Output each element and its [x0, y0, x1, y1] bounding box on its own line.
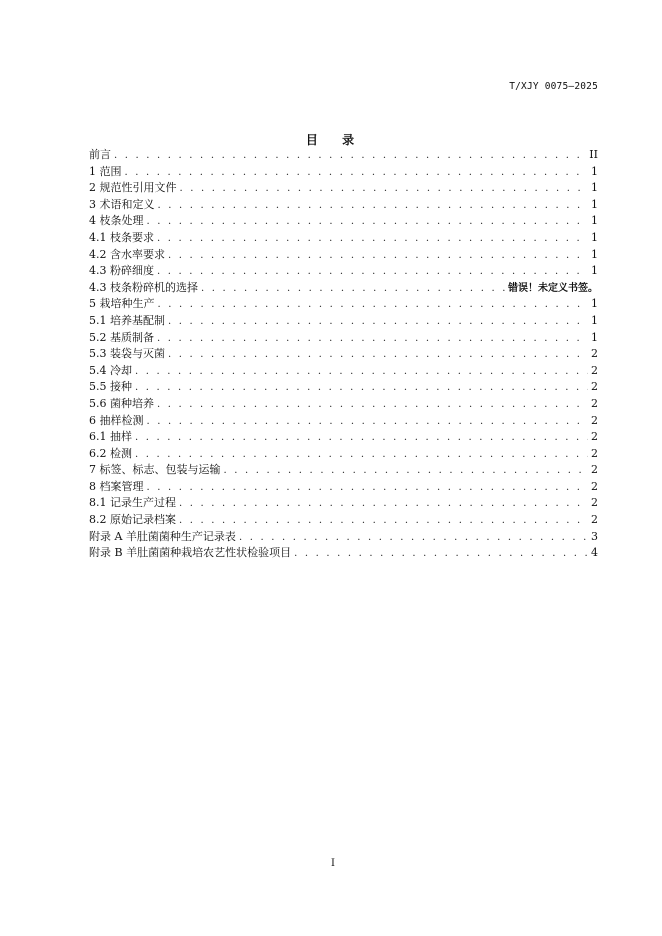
- toc-entry-page: 1: [591, 230, 598, 244]
- toc-dot-leader: [135, 366, 588, 377]
- toc-dot-leader: [135, 432, 588, 443]
- toc-entry-page: 2: [591, 463, 598, 477]
- toc-dot-leader: [179, 515, 588, 526]
- toc-dot-leader: [114, 150, 586, 161]
- toc-entry[interactable]: [89, 329, 598, 346]
- toc-entry-page: 2: [591, 513, 598, 527]
- toc-dot-leader: [239, 532, 588, 543]
- toc-dot-leader: [294, 548, 588, 559]
- toc-dot-leader: [147, 216, 589, 227]
- toc-dot-leader: [168, 349, 588, 360]
- toc-entry-label: 2 规范性引用文件: [89, 181, 177, 195]
- toc-entry-label: 1 范围: [89, 164, 122, 178]
- toc-entry-label: 附录 B 羊肚菌菌种栽培农艺性状检验项目: [89, 546, 292, 560]
- toc-dot-leader: [157, 266, 588, 277]
- toc-entry[interactable]: [89, 528, 598, 545]
- toc-entry[interactable]: [89, 428, 598, 445]
- toc-entry-page: 2: [591, 446, 598, 460]
- toc-entry-label: 8 档案管理: [89, 479, 144, 493]
- toc-entry[interactable]: [89, 163, 598, 180]
- toc-entry-page: 2: [591, 380, 598, 394]
- toc-entry-page: 2: [591, 413, 598, 427]
- toc-entry-label: 5 栽培种生产: [89, 297, 155, 311]
- toc-entry-label: 5.1 培养基配制: [89, 313, 165, 327]
- toc-dot-leader: [157, 233, 588, 244]
- toc-entry-label: 6 抽样检测: [89, 413, 144, 427]
- toc-title: 目 录: [305, 133, 365, 147]
- toc-entry-label: 4.3 粉碎细度: [89, 264, 154, 278]
- document-code: T/XJY 0075—2025: [509, 81, 598, 92]
- toc-entry-page: 3: [591, 529, 598, 543]
- toc-entry[interactable]: [89, 378, 598, 395]
- toc-entry-label: 5.2 基质制备: [89, 330, 154, 344]
- toc-entry-page: 2: [591, 363, 598, 377]
- toc-entry-page: 1: [591, 264, 598, 278]
- toc-entry[interactable]: [89, 146, 598, 163]
- toc-entry-page: 2: [591, 479, 598, 493]
- toc-entry-label: 3 术语和定义: [89, 197, 155, 211]
- toc-entry[interactable]: [89, 461, 598, 478]
- toc-entry[interactable]: [89, 494, 598, 511]
- toc-dot-leader: [180, 183, 589, 194]
- toc-entry-label: 5.6 菌种培养: [89, 396, 154, 410]
- toc-dot-leader: [125, 167, 589, 178]
- toc-entry-label: 8.2 原始记录档案: [89, 513, 176, 527]
- toc-entry-label: 附录 A 羊肚菌菌种生产记录表: [89, 529, 236, 543]
- table-of-contents: [89, 146, 598, 561]
- toc-dot-leader: [158, 200, 589, 211]
- toc-entry-page: 4: [591, 546, 598, 560]
- toc-entry-label: 4.3 枝条粉碎机的选择: [89, 280, 198, 294]
- toc-entry[interactable]: [89, 544, 598, 561]
- toc-entry-label: 5.4 冷却: [89, 363, 132, 377]
- toc-entry-label: 4 枝条处理: [89, 214, 144, 228]
- toc-dot-leader: [157, 333, 588, 344]
- toc-entry-label: 前言: [89, 148, 111, 161]
- toc-entry-page: 1: [591, 297, 598, 311]
- toc-entry-label: 5.5 接种: [89, 380, 132, 394]
- toc-entry[interactable]: [89, 345, 598, 362]
- toc-entry-label: 5.3 装袋与灭菌: [89, 347, 165, 361]
- toc-dot-leader: [147, 416, 589, 427]
- toc-entry[interactable]: [89, 511, 598, 528]
- toc-entry[interactable]: [89, 412, 598, 429]
- toc-entry[interactable]: [89, 196, 598, 213]
- toc-entry[interactable]: [89, 179, 598, 196]
- toc-entry-page: 1: [591, 313, 598, 327]
- toc-entry-page: 2: [591, 396, 598, 410]
- toc-entry[interactable]: [89, 229, 598, 246]
- toc-entry-page: 1: [591, 330, 598, 344]
- toc-dot-leader: [147, 482, 589, 493]
- toc-entry[interactable]: [89, 445, 598, 462]
- toc-dot-leader: [224, 465, 589, 476]
- toc-entry-label: 4.2 含水率要求: [89, 247, 165, 261]
- toc-dot-leader: [168, 316, 588, 327]
- toc-entry-page: 2: [591, 430, 598, 444]
- toc-entry-error-message: 错误！未定义书签。: [508, 282, 598, 294]
- toc-entry-page: 2: [591, 496, 598, 510]
- toc-dot-leader: [157, 399, 588, 410]
- toc-entry-label: 4.1 枝条要求: [89, 230, 154, 244]
- toc-entry[interactable]: [89, 246, 598, 263]
- toc-entry-label: 6.2 检测: [89, 446, 132, 460]
- toc-entry-page: 2: [591, 347, 598, 361]
- toc-entry[interactable]: [89, 295, 598, 312]
- toc-entry[interactable]: [89, 312, 598, 329]
- toc-entry-label: 8.1 记录生产过程: [89, 496, 176, 510]
- toc-entry-page: 1: [591, 197, 598, 211]
- toc-dot-leader: [201, 283, 505, 294]
- toc-entry-page: II: [589, 148, 598, 161]
- toc-entry[interactable]: [89, 362, 598, 379]
- toc-entry-page: 1: [591, 181, 598, 195]
- toc-entry[interactable]: [89, 262, 598, 279]
- toc-entry[interactable]: [89, 478, 598, 495]
- toc-entry-label: 6.1 抽样: [89, 430, 132, 444]
- toc-entry-page: 1: [591, 164, 598, 178]
- toc-entry-label: 7 标签、标志、包装与运输: [89, 463, 221, 477]
- toc-dot-leader: [158, 299, 589, 310]
- toc-entry-page: 1: [591, 214, 598, 228]
- toc-dot-leader: [168, 250, 588, 261]
- page-number: I: [331, 858, 335, 869]
- toc-entry[interactable]: [89, 395, 598, 412]
- toc-dot-leader: [135, 449, 588, 460]
- toc-dot-leader: [135, 382, 588, 393]
- toc-entry[interactable]: [89, 279, 598, 296]
- toc-entry-page: 1: [591, 247, 598, 261]
- toc-dot-leader: [179, 498, 588, 509]
- toc-entry[interactable]: [89, 212, 598, 229]
